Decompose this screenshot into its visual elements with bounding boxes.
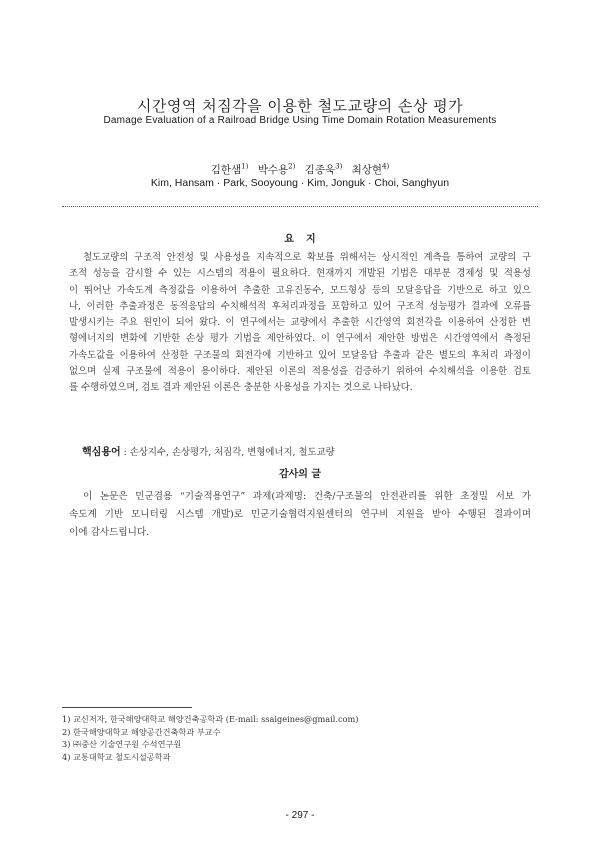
author-4: 최상현$^{4)}$ [351, 162, 390, 176]
authors-korean [0, 162, 600, 177]
title-korean: 시간영역 처짐각을 이용한 철도교량의 손상 평가 [136, 97, 464, 115]
abstract-line: 형에너지의 변화에 기반한 손상 평가 기법을 제안하였다. 이 연구에서 제안한 방법은 시간영역에서 측정된 [69, 333, 531, 345]
abstract-line: 이 뛰어난 가속도계 측정값을 이용하여 추출한 고유진동수, 모드형상 등의 모달응답을 기반으로 하고 있으 [69, 284, 531, 296]
abstract-line: 발생시키는 주요 원인이 되어 왔다. 이 연구에서는 교량에서 추출한 시간영역 회전각을 이용하여 산정한 변 [69, 317, 531, 329]
acknowledgement-heading: 감사의 글 [278, 469, 322, 480]
abstract-heading: 요지 [284, 234, 328, 245]
ack-line: 속도계 기반 모니터링 시스템 개발)로 민군기술협력지원센터의 연구비 지원을 받아 수행된 결과이며 [69, 509, 531, 520]
authors-english: Kim, Hansam · Park, Sooyoung · Kim, Jonguk · Choi, Sanghyun [150, 177, 450, 189]
footnote: 1) 교신저자, 한국해양대학교 해양건축공학과 (E-mail: ssaigeines@gmail.com) [62, 714, 359, 724]
abstract-line: 를 수행하였으며, 검토 결과 제안된 이론은 충분한 사용성을 가지는 것으로 나타났다. [69, 382, 413, 394]
footnote-rule [62, 707, 192, 708]
title-english: Damage Evaluation of a Railroad Bridge Using Time Domain Rotation Measurements [103, 115, 497, 126]
footnote: 3) ㈜중산 기술연구원 수석연구원 [62, 739, 182, 750]
footnote: 2) 한국해양대학교 해양공간건축학과 부교수 [62, 726, 221, 737]
keywords [82, 443, 335, 458]
page-number: - 297 - [285, 810, 315, 821]
acknowledgement-body [69, 488, 531, 542]
author-1: 김한샘$^{1)}$ [210, 162, 249, 176]
ack-line: 이 논문은 민군겸용 “기술적용연구” 과제(과제명: 건축/구조물의 안전관리를 위한 초정밀 서보 가 [83, 491, 531, 502]
abstract-line: 가속도값을 이용하여 산정한 구조물의 회전각에 기반하고 있어 모달응답 추출과 같은 별도의 후처리 과정이 [69, 349, 531, 361]
abstract-line: 철도교량의 구조적 안전성 및 사용성을 지속적으로 확보를 위해서는 상시적인 계측을 통하여 교량의 구 [83, 252, 531, 263]
abstract-line: 조적 성능을 감시할 수 있는 시스템의 적용이 필요하다. 현재까지 개발된 기법은 대부분 경제성 및 적용성 [69, 268, 531, 280]
author-2: 박수용$^{2)}$ [257, 162, 296, 176]
abstract-line: 없으며 실제 구조물에 적용이 용이하다. 제안된 이론의 적용성을 검증하기 위하여 수치해석을 이용한 검토 [69, 366, 531, 378]
keywords-label: 핵심용어 [82, 447, 121, 458]
footnotes [62, 713, 542, 763]
ack-line: 이에 감사드립니다. [69, 527, 150, 538]
abstract-body [69, 250, 531, 397]
abstract-line: 나, 이러한 추출과정은 동적응답의 수치해석적 후처리과정을 포함하고 있어 구조적 성능평가 결과에 오류를 [69, 300, 531, 312]
footnote: 4) 교통대학교 철도시설공학과 [62, 751, 171, 762]
keywords-text: : 손상지수, 손상평가, 처짐각, 변형에너지, 철도교량 [120, 447, 335, 458]
author-3: 김종욱$^{3)}$ [304, 162, 343, 176]
dotted-divider [62, 206, 538, 207]
